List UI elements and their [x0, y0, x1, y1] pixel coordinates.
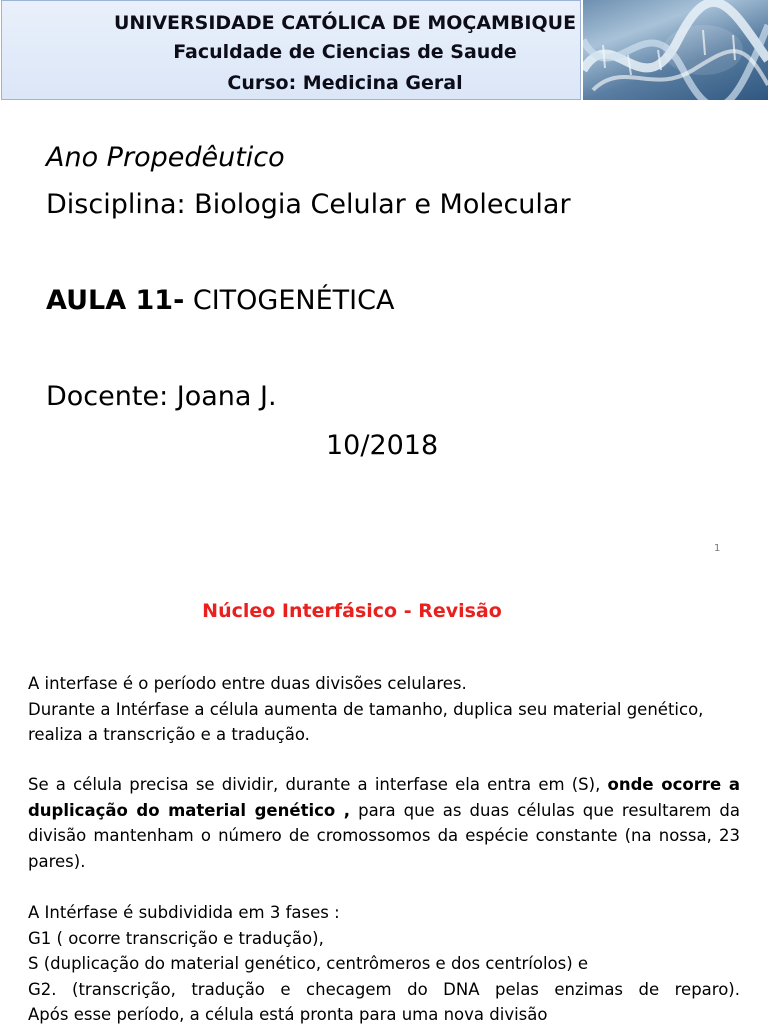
year-label: Ano Propedêutico [46, 142, 285, 173]
text-line: A Intérfase é subdividida em 3 fases : [28, 903, 340, 922]
paragraph-phases [28, 900, 740, 1028]
text-line: G2. (transcrição, tradução e checagem do DNA pelas enzimas de reparo). [28, 979, 740, 999]
page-number: 1 [714, 543, 721, 554]
lesson-title [46, 285, 394, 316]
course-name: Curso: Medicina Geral [227, 72, 463, 94]
university-name: UNIVERSIDADE CATÓLICA DE MOÇAMBIQUE [113, 12, 577, 34]
text-line: Durante a Intérfase a célula aumenta de tamanho, duplica seu material genético, [28, 699, 704, 719]
teacher-label: Docente: Joana J. [46, 381, 277, 412]
paragraph-interphase-definition [28, 671, 740, 748]
discipline-label: Disciplina: Biologia Celular e Molecular [46, 189, 571, 220]
text-line: G1 ( ocorre transcrição e tradução), [28, 928, 324, 948]
text-line: S (duplicação do material genético, centrômeros e dos centríolos) e [28, 954, 589, 973]
text-line: Após esse período, a célula está pronta para uma nova divisão [28, 1005, 548, 1024]
text-line: A interfase é o período entre duas divisões celulares. [28, 674, 467, 693]
text-run-bold: onde ocorre a duplicação do material genético , [28, 775, 741, 820]
text-line: realiza a transcrição e a tradução. [28, 725, 310, 744]
lesson-topic: CITOGENÉTICA [184, 285, 395, 316]
text-run: Se a célula precisa se dividir, durante a interfase ela entra em (S), [28, 775, 608, 794]
text-run: para que as duas células que resultarem da divisão mantenham o número de cromossomos da espécie constante (na nossa, 23 pares). [28, 800, 741, 871]
date-label: 10/2018 [326, 430, 439, 461]
faculty-name: Faculdade de Ciencias de Saude [173, 41, 517, 63]
lesson-number: AULA 11- [46, 285, 185, 316]
section-title: Núcleo Interfásico - Revisão [202, 600, 502, 622]
dna-helix-image [583, 0, 768, 100]
paragraph-s-phase [28, 772, 740, 874]
